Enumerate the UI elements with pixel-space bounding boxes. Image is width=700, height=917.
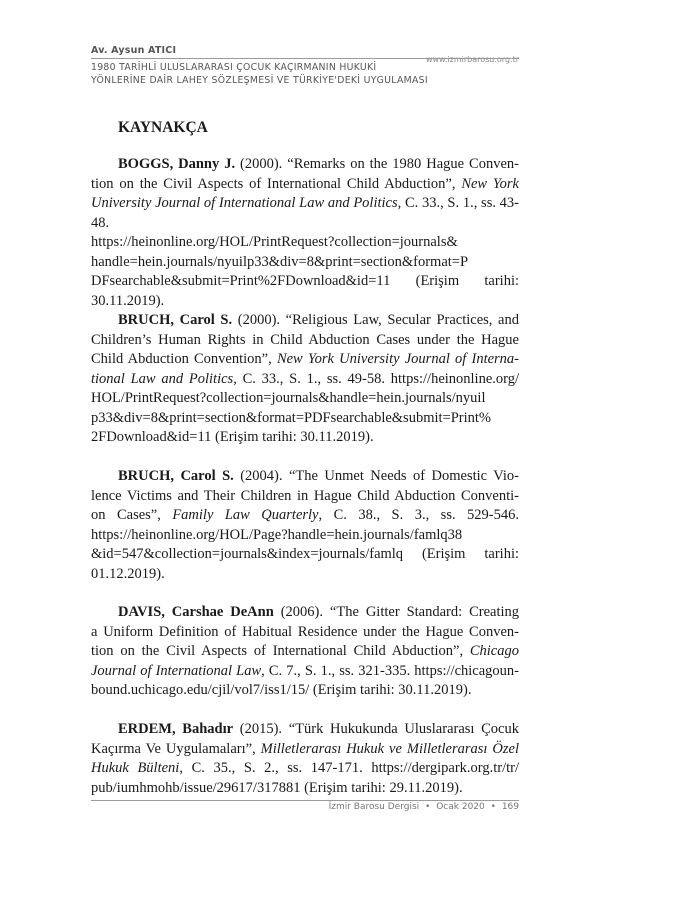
reference-text: , C. 35., S. 2., ss. 147-171. https://dergipark.org.tr/tr/ <box>179 760 519 776</box>
reference-entry <box>91 467 519 584</box>
reference-line <box>91 681 519 701</box>
reference-first-line <box>91 603 519 623</box>
reference-entry <box>91 311 519 448</box>
reference-text: 01.12.2019). <box>91 565 165 582</box>
reference-line <box>91 292 519 312</box>
reference-text: , C. 38., S. 3., ss. 529-546. <box>318 507 519 523</box>
reference-text: handle=hein.journals/nyuilp33&div=8&print=section&format=P <box>91 253 469 270</box>
reference-first-line <box>91 155 519 175</box>
header-rule <box>91 58 519 59</box>
reference-line <box>91 623 519 643</box>
section-heading: KAYNAKÇA <box>118 119 208 136</box>
reference-text: bound.uchicago.edu/cjil/vol7/iss1/15/ (Erişim tarihi: 30.11.2019). <box>91 682 472 698</box>
reference-line <box>91 545 519 565</box>
reference-text: Child Abduction Convention”, <box>91 351 277 367</box>
reference-line <box>91 389 519 409</box>
reference-line <box>91 642 519 662</box>
reference-text: &id=547&collection=journals&index=journals/famlq (Erişim tarihi: <box>91 546 519 562</box>
reference-text: https://heinonline.org/HOL/PrintRequest?collection=journals& <box>91 234 458 250</box>
reference-text: pub/iumhmohb/issue/29617/317881 (Erişim tarihi: 29.11.2019). <box>91 779 463 796</box>
reference-source-title: University Journal of International Law and Politics <box>91 195 398 211</box>
reference-text: Children’s Human Rights in Child Abduction Cases under the Hague <box>91 331 519 348</box>
page-footer <box>326 802 519 812</box>
reference-text: (2000). “Remarks on the 1980 Hague Conven- <box>235 156 519 172</box>
reference-line <box>91 526 519 546</box>
reference-line <box>91 487 519 507</box>
reference-text: Kaçırma Ve Uygulamaları”, <box>91 740 261 757</box>
reference-author: BRUCH, Carol S. <box>118 468 234 484</box>
reference-source-title: New York University Journal of Interna- <box>276 351 520 367</box>
reference-text: (2000). “Religious Law, Secular Practices, and <box>232 312 519 328</box>
reference-source-title: Family Law Quarterly <box>172 507 319 523</box>
reference-text: lence Victims and Their Children in Hague Child Abduction Conventi- <box>91 487 519 504</box>
reference-text: , C. 33., S. 1., ss. 43-48. <box>91 195 519 231</box>
reference-line <box>91 565 519 585</box>
reference-text: tion on the Civil Aspects of International Child Abduction”, <box>91 643 470 659</box>
reference-text: DFsearchable&submit=Print%2FDownload&id=11 (Erişim tarihi: <box>91 273 519 289</box>
reference-line <box>91 331 519 351</box>
reference-line <box>91 506 519 526</box>
footer-rule <box>91 800 519 801</box>
reference-line <box>91 272 519 292</box>
footer-issue: Ocak 2020 <box>436 802 485 812</box>
reference-text: a Uniform Definition of Habitual Residence under the Hague Conven- <box>91 623 519 640</box>
reference-text: (2015). “Türk Hukukunda Uluslararası Çocuk <box>233 721 519 737</box>
reference-text: (2004). “The Unmet Needs of Domestic Vio- <box>233 468 519 484</box>
reference-text: , C. 7., S. 1., ss. 321-335. https://chicagoun- <box>261 662 519 679</box>
reference-line <box>91 759 519 779</box>
reference-text: p33&div=8&print=section&format=PDFsearchable&submit=Print% <box>91 409 491 426</box>
reference-first-line <box>91 311 519 331</box>
reference-entry <box>91 720 519 798</box>
reference-first-line <box>91 720 519 740</box>
reference-author: BOGGS, Danny J. <box>118 156 236 172</box>
reference-text: , C. 33., S. 1., ss. 49-58. https://heinonline.org/ <box>233 370 519 387</box>
reference-source-title: Chicago <box>469 643 519 659</box>
header-author: Av. Aysun ATICI <box>91 45 177 56</box>
reference-author: DAVIS, Carshae DeAnn <box>118 604 274 620</box>
reference-source-title: tional Law and Politics <box>91 370 234 387</box>
reference-source-title: Milletlerarası Hukuk ve Milletlerarası Özel <box>260 740 519 757</box>
reference-line <box>91 350 519 370</box>
header-title-line-2: YÖNLERİNE DAİR LAHEY SÖZLEŞMESİ VE TÜRKİYE'DEKİ UYGULAMASI <box>91 75 428 86</box>
reference-line <box>91 370 519 390</box>
reference-line <box>91 233 519 253</box>
reference-source-title: Journal of International Law <box>91 662 262 679</box>
footer-journal: İzmir Barosu Dergisi <box>328 802 420 812</box>
footer-page-number: 169 <box>501 802 519 812</box>
reference-text: tion on the Civil Aspects of International Child Abduction”, <box>91 175 462 192</box>
reference-author: ERDEM, Bahadır <box>118 721 234 737</box>
header-website: www.izmirbarosu.org.tr <box>425 55 519 64</box>
reference-line <box>91 428 519 448</box>
reference-line <box>91 253 519 273</box>
reference-text: HOL/PrintRequest?collection=journals&handle=hein.journals/nyuil <box>91 390 486 406</box>
reference-text: https://heinonline.org/HOL/Page?handle=hein.journals/famlq38 <box>91 526 463 543</box>
footer-separator: • <box>425 802 431 812</box>
header-title-line-1: 1980 TARİHLİ ULUSLARARASI ÇOCUK KAÇIRMANIN HUKUKİ <box>91 62 377 73</box>
reference-first-line <box>91 467 519 487</box>
footer-separator: • <box>490 802 496 812</box>
reference-line <box>91 409 519 429</box>
reference-text: 30.11.2019). <box>91 292 165 309</box>
reference-line <box>91 175 519 195</box>
reference-text: 2FDownload&id=11 (Erişim tarihi: 30.11.2019). <box>91 429 374 445</box>
reference-line <box>91 662 519 682</box>
reference-source-title: New York <box>461 175 519 192</box>
reference-line <box>91 194 519 233</box>
reference-entry <box>91 603 519 701</box>
reference-line <box>91 740 519 760</box>
reference-author: BRUCH, Carol S. <box>118 312 233 328</box>
reference-entry <box>91 155 519 311</box>
reference-line <box>91 779 519 799</box>
reference-source-title: Hukuk Bülteni <box>91 760 180 776</box>
reference-text: on Cases”, <box>91 507 173 523</box>
reference-text: (2006). “The Gitter Standard: Creating <box>273 604 520 620</box>
